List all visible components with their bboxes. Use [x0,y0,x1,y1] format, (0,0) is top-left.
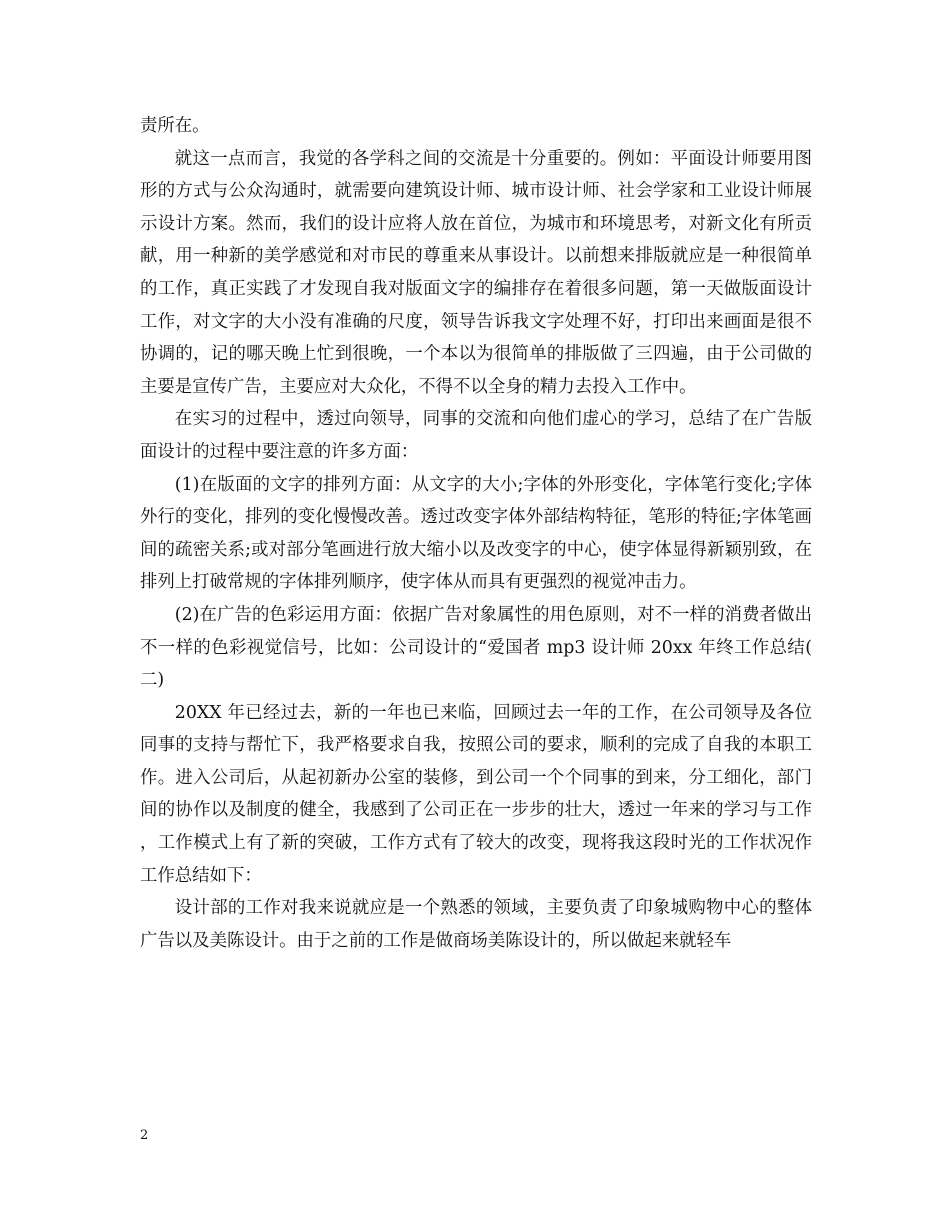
paragraph-4: (1)在版面的文字的排列方面：从文字的大小;字体的外形变化，字体笔行变化;字体外行的变化，排列的变化慢慢改善。透过改变字体外部结构特征，笔形的特征;字体笔画间的疏密关系;或对部分笔画进行放大缩小以及改变字的中心，使字体显得新颖别致，在排列上打破常规的字体排列顺序，使字体从而具有更强烈的视觉冲击力。 [140,474,812,593]
paragraph-5: (2)在广告的色彩运用方面：依据广告对象属性的用色原则，对不一样的消费者做出不一样的色彩视觉信号，比如：公司设计的“爱国者 mp3 设计师 20xx 年终工作总结(二) [140,604,812,691]
paragraph-1: 责所在。 [140,116,210,136]
paragraph-7: 设计部的工作对我来说就应是一个熟悉的领域，主要负责了印象城购物中心的整体广告以及美陈设计。由于之前的工作是做商场美陈设计的，所以做起来就轻车 [140,898,812,951]
page-number: 2 [140,1128,149,1143]
paragraph-2: 就这一点而言，我觉的各学科之间的交流是十分重要的。例如：平面设计师要用图形的方式与公众沟通时，就需要向建筑设计师、城市设计师、社会学家和工业设计师展示设计方案。然而，我们的设计应将人放在首位，为城市和环境思考，对新文化有所贡献，用一种新的美学感觉和对市民的尊重来从事设计。以前想来排版就应是一种很简单的工作，真正实践了才发现自我对版面文字的编排存在着很多问题，第一天做版面设计工作，对文字的大小没有准确的尺度，领导告诉我文字处理不好，打印出来画面是很不协调的，记的哪天晚上忙到很晚，一个本以为很简单的排版做了三四遍，由于公司做的主要是宣传广告，主要应对大众化，不得不以全身的精力去投入工作中。 [140,148,812,397]
paragraph-3: 在实习的过程中，透过向领导，同事的交流和向他们虚心的学习，总结了在广告版面设计的过程中要注意的许多方面： [140,409,812,462]
paragraph-6: 20XX 年已经过去，新的一年也已来临，回顾过去一年的工作，在公司领导及各位同事的支持与帮忙下，我严格要求自我，按照公司的要求，顺利的完成了自我的本职工作。进入公司后，从起初新办公室的装修，到公司一个个同事的到来，分工细化，部门间的协作以及制度的健全，我感到了公司正在一步步的壮大，透过一年来的学习与工作，工作模式上有了新的突破，工作方式有了较大的改变，现将我这段时光的工作状况作工作总结如下： [140,702,812,886]
document-body [140,110,812,957]
